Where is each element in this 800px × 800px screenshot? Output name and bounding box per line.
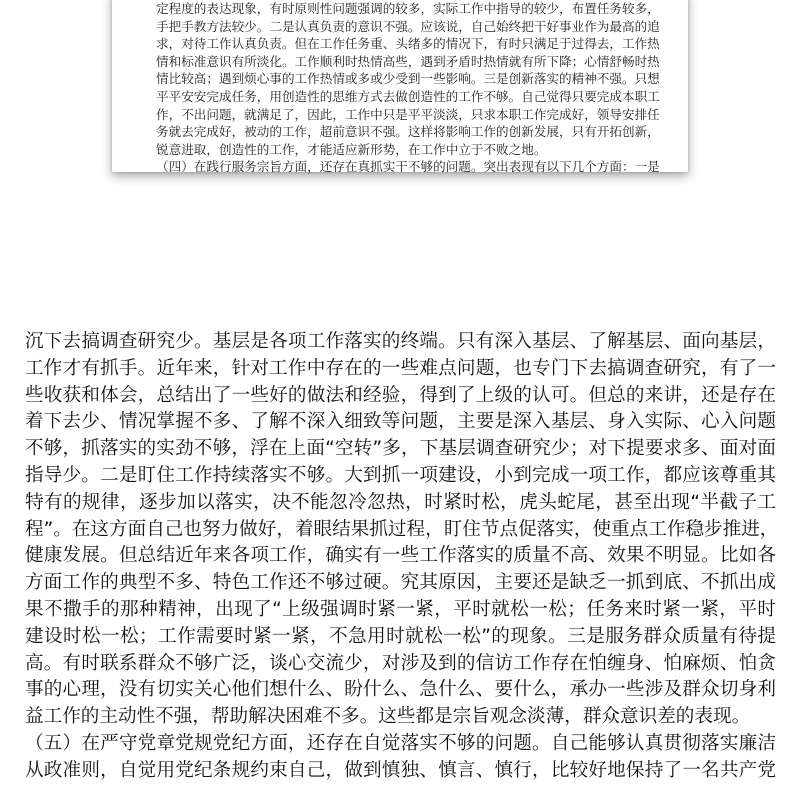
preview-page-text (156, 0, 660, 176)
text-line: 沉下去搞调查研究少。基层是各项工作落实的终端。只有深入基层、了解基层、面向基层， (25, 331, 776, 352)
text-line: 高。有时联系群众不够广泛，谈心交流少，对涉及到的信访工作存在怕缠身、怕麻烦、怕贪 (25, 652, 776, 674)
text-line: 特有的规律，逐步加以落实，决不能忽冷忽热，时紧时松，虎头蛇尾，甚至出现“半截子工 (25, 491, 776, 513)
text-line: 益工作的主动性不强，帮助解决困难不多。这些都是宗旨观念淡薄，群众意识差的表现。 (25, 706, 751, 728)
text-line: 果不撒手的那种精神，出现了“上级强调时紧一紧，平时就松一松；任务来时紧一紧，平时 (25, 598, 776, 620)
text-line: 建设时松一松；工作需要时紧一紧，不急用时就松一松”的现象。三是服务群众质量有待提 (25, 625, 776, 647)
document-preview-page (112, 0, 688, 175)
text-line: 手把手教方法较少。二是认真负责的意识不强。应该说，自己始终把干好事业作为最高的追 (156, 18, 660, 34)
text-line: 程”。在这方面自己也努力做好，着眼结果抓过程，盯住节点促落实，使重点工作稳步推进， (25, 518, 779, 540)
text-line: 求，对待工作认真负责。但在工作任务重、头绪多的情况下，有时只满足于过得去，工作热 (156, 36, 660, 52)
text-line: 作，不出问题，就满足了，因此，工作中只是平平淡淡，只求本职工作完成好，领导安排任 (156, 106, 660, 122)
text-line: 方面工作的典型不多、特色工作还不够过硬。究其原因，主要还是缺乏一抓到底、不抓出成 (25, 572, 776, 594)
text-line: 指导少。二是盯住工作持续落实不够。大到抓一项建设，小到完成一项工作，都应该尊重其 (25, 464, 776, 486)
text-line: （五）在严守党章党规党纪方面，还存在自觉落实不够的问题。自己能够认真贯彻落实廉洁 (25, 732, 776, 754)
text-line: 锐意进取，创造性的工作，才能适应新形势，在工作中立于不败之地。 (156, 141, 547, 157)
text-line: 事的心理，没有切实关心他们想什么、盼什么、急什么、要什么，承办一些涉及群众切身利 (25, 679, 776, 701)
text-line: 从政准则，自觉用党纪条规约束自己，做到慎独、慎言、慎行，比较好地保持了一名共产党 (25, 759, 776, 781)
text-line: 工作才有抓手。近年来，针对工作中存在的一些难点问题，也专门下去搞调查研究，有了一 (25, 357, 776, 379)
text-line: 务就去完成好，被动的工作，超前意识不强。这样将影响工作的创新发展，只有开拓创新， (156, 124, 660, 140)
text-line: 定程度的表达现象，有时原则性问题强调的较多，实际工作中指导的较少，布置任务较多， (156, 1, 660, 16)
text-line: 情和标准意识有所淡化。工作顺利时热情高些，遇到矛盾时热情就有所下降；心情舒畅时热 (156, 53, 660, 69)
text-line: 着下去少、情况掌握不多、了解不深入细致等问题，主要是深入基层、身入实际、心入问题 (25, 411, 776, 433)
text-line: 不够，抓落实的实劲不够，浮在上面“空转”多，下基层调查研究少；对下提要求多、面对面 (25, 438, 776, 460)
text-line: 些收获和体会，总结出了一些好的做法和经验，得到了上级的认可。但总的来讲，还是存在 (25, 384, 776, 406)
text-line: 平平安安完成任务，用创造性的思维方式去做创造性的工作不够。自己觉得只要完成本职工 (156, 88, 660, 104)
text-line: （四）在践行服务宗旨方面，还存在真抓实干不够的问题。突出表现有以下几个方面：一是 (156, 159, 660, 175)
text-line: 健康发展。但总结近年来各项工作，确实有一些工作落实的质量不高、效果不明显。比如各 (25, 545, 776, 567)
text-line: 情比较高；遇到烦心事的工作热情或多或少受到一些影响。三是创新落实的精神不强。只想 (156, 71, 660, 87)
main-document-text (25, 329, 779, 785)
